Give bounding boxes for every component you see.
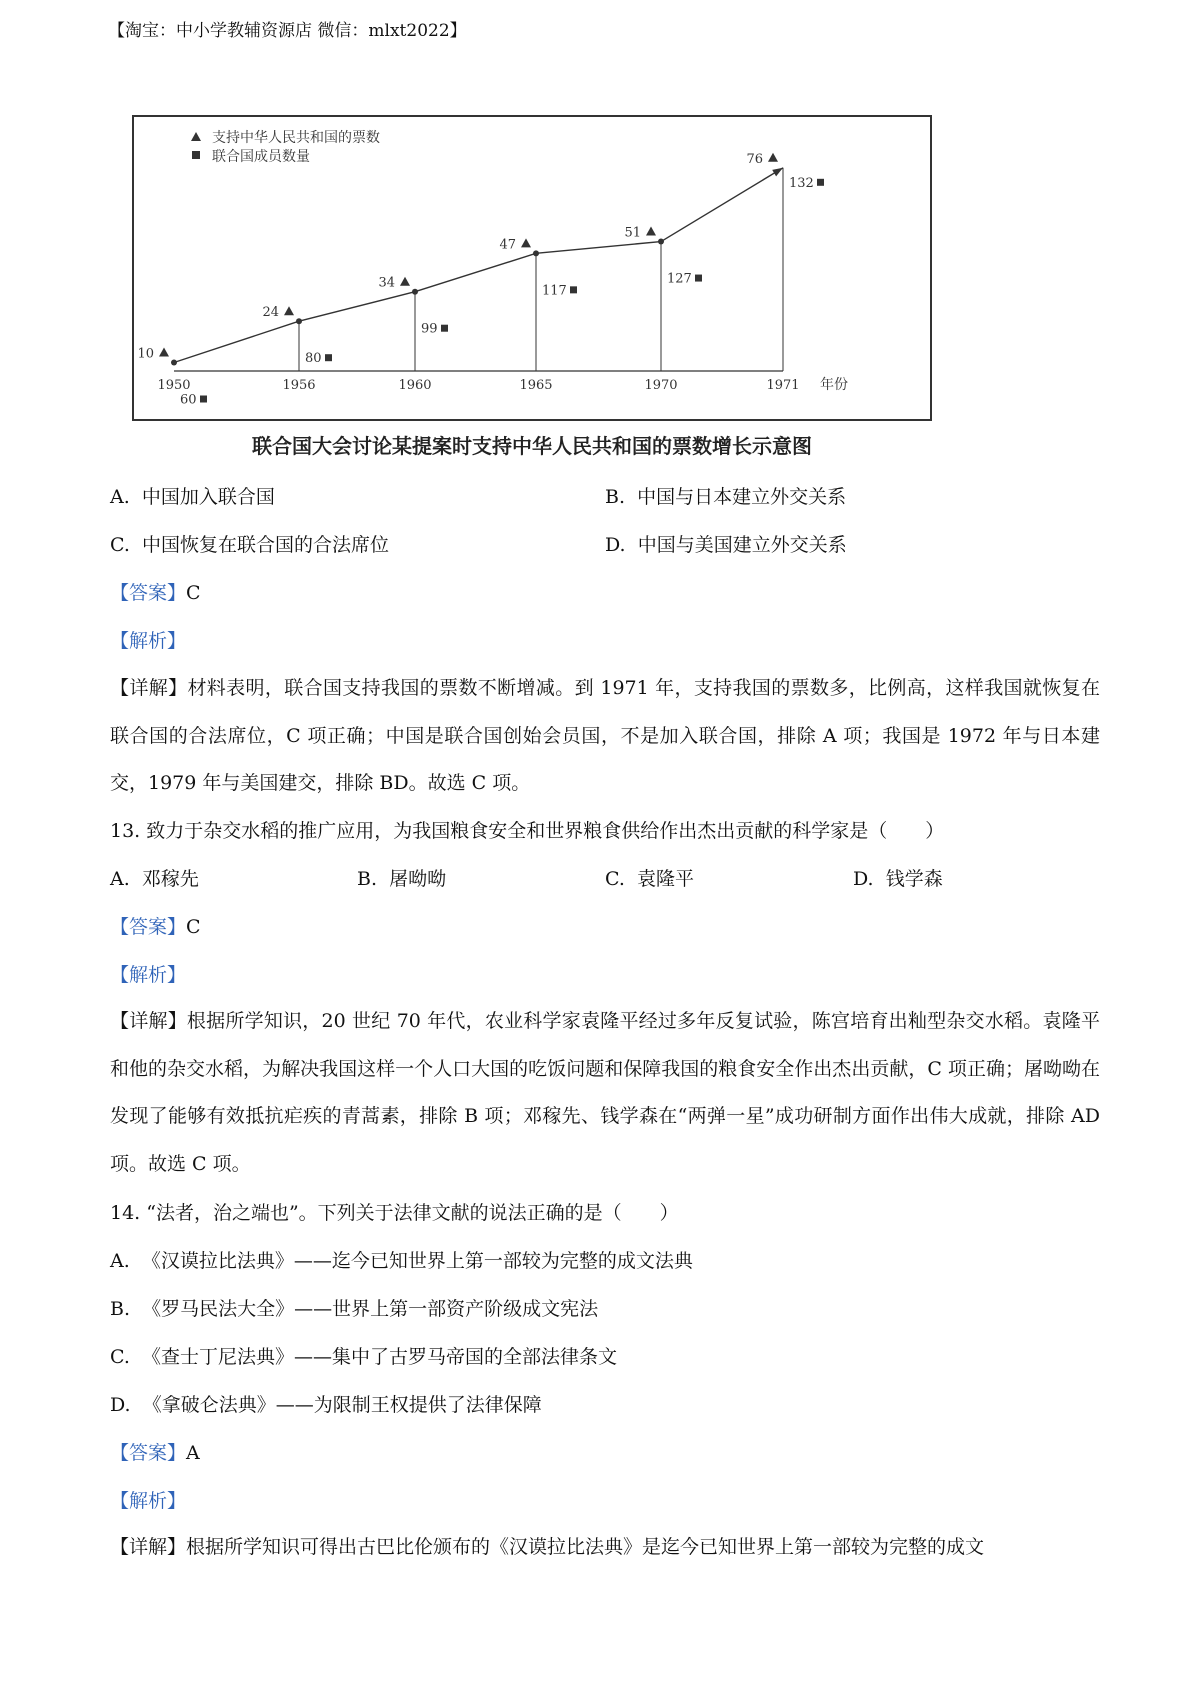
member-value-label: 132 (789, 175, 814, 191)
q12-answer-value: C (186, 582, 201, 604)
data-point (658, 239, 664, 245)
x-tick-label: 1960 (398, 378, 432, 393)
arrow-head (772, 168, 783, 177)
q13-answer-tag: 【答案】 (110, 916, 187, 938)
q13-detail (110, 998, 1100, 1188)
member-value-label: 99 (421, 321, 438, 337)
vote-triangle-marker (400, 277, 410, 286)
vote-triangle-marker (646, 227, 656, 236)
x-tick-label: 1950 (157, 378, 191, 393)
x-tick-label: 1956 (282, 378, 316, 393)
q13-analysis (110, 960, 186, 990)
vote-value-label: 10 (137, 346, 154, 362)
legend-label-votes: 支持中华人民共和国的票数 (212, 130, 380, 146)
q14-option-b-letter: B. (110, 1298, 131, 1320)
q13-detail-tag: 【详解】 (110, 1010, 187, 1032)
data-point (171, 360, 177, 366)
q13-answer (110, 912, 201, 942)
q12-detail (110, 665, 1100, 808)
q13-option-b-text: 屠呦呦 (389, 868, 447, 890)
member-square-marker (695, 275, 702, 282)
q13-answer-value: C (186, 916, 201, 938)
q12-answer (110, 578, 201, 608)
q12-option-a-letter: A. (110, 486, 130, 508)
q12-option-b-letter: B. (605, 486, 626, 508)
x-tick-label: 1970 (644, 378, 678, 393)
q13-option-c-text: 袁隆平 (637, 868, 695, 890)
vote-value-label: 51 (624, 225, 641, 241)
q13-option-a-text: 邓稼先 (141, 868, 199, 890)
q12-option-c-text: 中国恢复在联合国的合法席位 (142, 534, 390, 556)
q13-stem: 13. 致力于杂交水稻的推广应用，为我国粮食安全和世界粮食供给作出杰出贡献的科学家是（ ） (110, 820, 945, 842)
q13-option-d-text: 钱学森 (885, 868, 943, 890)
vote-triangle-marker (284, 306, 294, 315)
chart-caption: 联合国大会讨论某提案时支持中华人民共和国的票数增长示意图 (252, 434, 812, 458)
member-value-label: 60 (180, 392, 197, 408)
x-axis-title: 年份 (820, 377, 848, 393)
x-tick-label: 1971 (766, 378, 800, 393)
vote-line-segment (536, 242, 661, 254)
member-square-marker (200, 396, 207, 403)
member-square-marker (817, 179, 824, 186)
vote-value-label: 76 (746, 151, 763, 167)
vote-line-segment (299, 292, 415, 322)
q14-detail (110, 1524, 1100, 1572)
q12-option-c (110, 530, 389, 560)
q14-option-b-text: 《罗马民法大全》——世界上第一部资产阶级成文宪法 (142, 1298, 599, 1320)
vote-value-label: 34 (378, 275, 395, 291)
q13-option-c (605, 864, 694, 894)
vote-line-segment (174, 321, 299, 362)
q13-analysis-tag: 【解析】 (110, 964, 187, 986)
member-value-label: 127 (667, 271, 692, 287)
member-value-label: 117 (542, 283, 567, 299)
q12-option-d-text: 中国与美国建立外交关系 (637, 534, 847, 556)
q14-option-c (110, 1342, 617, 1372)
q12-option-c-letter: C. (110, 534, 130, 556)
q13-option-b (357, 864, 446, 894)
q12-option-a-text: 中国加入联合国 (141, 486, 275, 508)
q12-analysis (110, 626, 186, 656)
q13-option-c-letter: C. (605, 868, 625, 890)
vote-triangle-marker (521, 238, 531, 247)
q12-option-b-text: 中国与日本建立外交关系 (637, 486, 847, 508)
vote-triangle-marker (159, 348, 169, 357)
chart-figure (130, 113, 934, 423)
q12-detail-tag: 【详解】 (110, 677, 188, 699)
q14-analysis (110, 1486, 186, 1516)
q14-option-b (110, 1294, 598, 1324)
q12-option-a (110, 482, 275, 512)
q14-option-d-letter: D. (110, 1394, 131, 1416)
data-point (412, 289, 418, 295)
x-tick-label: 1965 (519, 378, 553, 393)
member-square-marker (325, 354, 332, 361)
member-value-label: 80 (305, 351, 322, 367)
q14-detail-text: 根据所学知识可得出古巴比伦颁布的《汉谟拉比法典》是迄今已知世界上第一部较为完整的成文 (186, 1536, 985, 1558)
page-header-watermark: 【淘宝：中小学教辅资源店 微信：mlxt2022】 (108, 21, 467, 41)
q13-detail-text: 根据所学知识，20 世纪 70 年代，农业科学家袁隆平经过多年反复试验，陈宫培育出籼型杂交水稻。袁隆平和他的杂交水稻，为解决我国这样一个人口大国的吃饭问题和保障我国的粮食安全作出杰出贡献，C 项正确；屠呦呦在发现了能够有效抵抗疟疾的青蒿素，排除 B 项；邓稼先、钱学森在“两弹一星”成功研制方面作出伟大成就，排除 AD 项。故选 C 项。 (110, 1010, 1100, 1175)
q12-detail-text: 材料表明，联合国支持我国的票数不断增减。到 1971 年，支持我国的票数多，比例高，这样我国就恢复在联合国的合法席位，C 项正确；中国是联合国创始会员国，不是加入联合国，排除 A 项；我国是 1972 年与日本建交，1979 年与美国建交，排除 BD。故选 C 项。 (110, 677, 1100, 794)
legend-square-marker (192, 151, 200, 159)
q13-option-d (853, 864, 943, 894)
q14-option-a (110, 1246, 693, 1276)
un-votes-chart (130, 113, 934, 423)
data-point (296, 318, 302, 324)
q14-answer-tag: 【答案】 (110, 1442, 187, 1464)
vote-value-label: 24 (262, 305, 279, 321)
q12-analysis-tag: 【解析】 (110, 630, 187, 652)
q14-option-d-text: 《拿破仑法典》——为限制王权提供了法律保障 (142, 1394, 542, 1416)
q12-option-d-letter: D. (605, 534, 626, 556)
q13-option-b-letter: B. (357, 868, 378, 890)
member-square-marker (441, 325, 448, 332)
q14-option-c-text: 《查士丁尼法典》——集中了古罗马帝国的全部法律条文 (142, 1346, 618, 1368)
q14-option-d (110, 1390, 542, 1420)
q14-answer (110, 1438, 200, 1468)
q13-option-d-letter: D. (853, 868, 874, 890)
q12-answer-tag: 【答案】 (110, 582, 187, 604)
q12-option-d (605, 530, 847, 560)
q14-stem: 14. “法者，治之端也”。下列关于法律文献的说法正确的是（ ） (110, 1202, 679, 1224)
q14-answer-value: A (186, 1442, 200, 1464)
legend-triangle-marker (191, 132, 201, 141)
legend-label-members: 联合国成员数量 (212, 149, 310, 165)
vote-line-segment (661, 168, 783, 242)
vote-triangle-marker (768, 153, 778, 162)
q14-detail-tag: 【详解】 (110, 1536, 187, 1558)
q14-analysis-tag: 【解析】 (110, 1490, 187, 1512)
q14-option-c-letter: C. (110, 1346, 130, 1368)
data-point (533, 250, 539, 256)
q13-option-a (110, 864, 199, 894)
q13-option-a-letter: A. (110, 868, 130, 890)
vote-value-label: 47 (499, 237, 516, 253)
q14-option-a-letter: A. (110, 1250, 130, 1272)
vote-line-segment (415, 253, 536, 291)
member-square-marker (570, 286, 577, 293)
q12-option-b (605, 482, 846, 512)
q14-option-a-text: 《汉谟拉比法典》——迄今已知世界上第一部较为完整的成文法典 (141, 1250, 693, 1272)
